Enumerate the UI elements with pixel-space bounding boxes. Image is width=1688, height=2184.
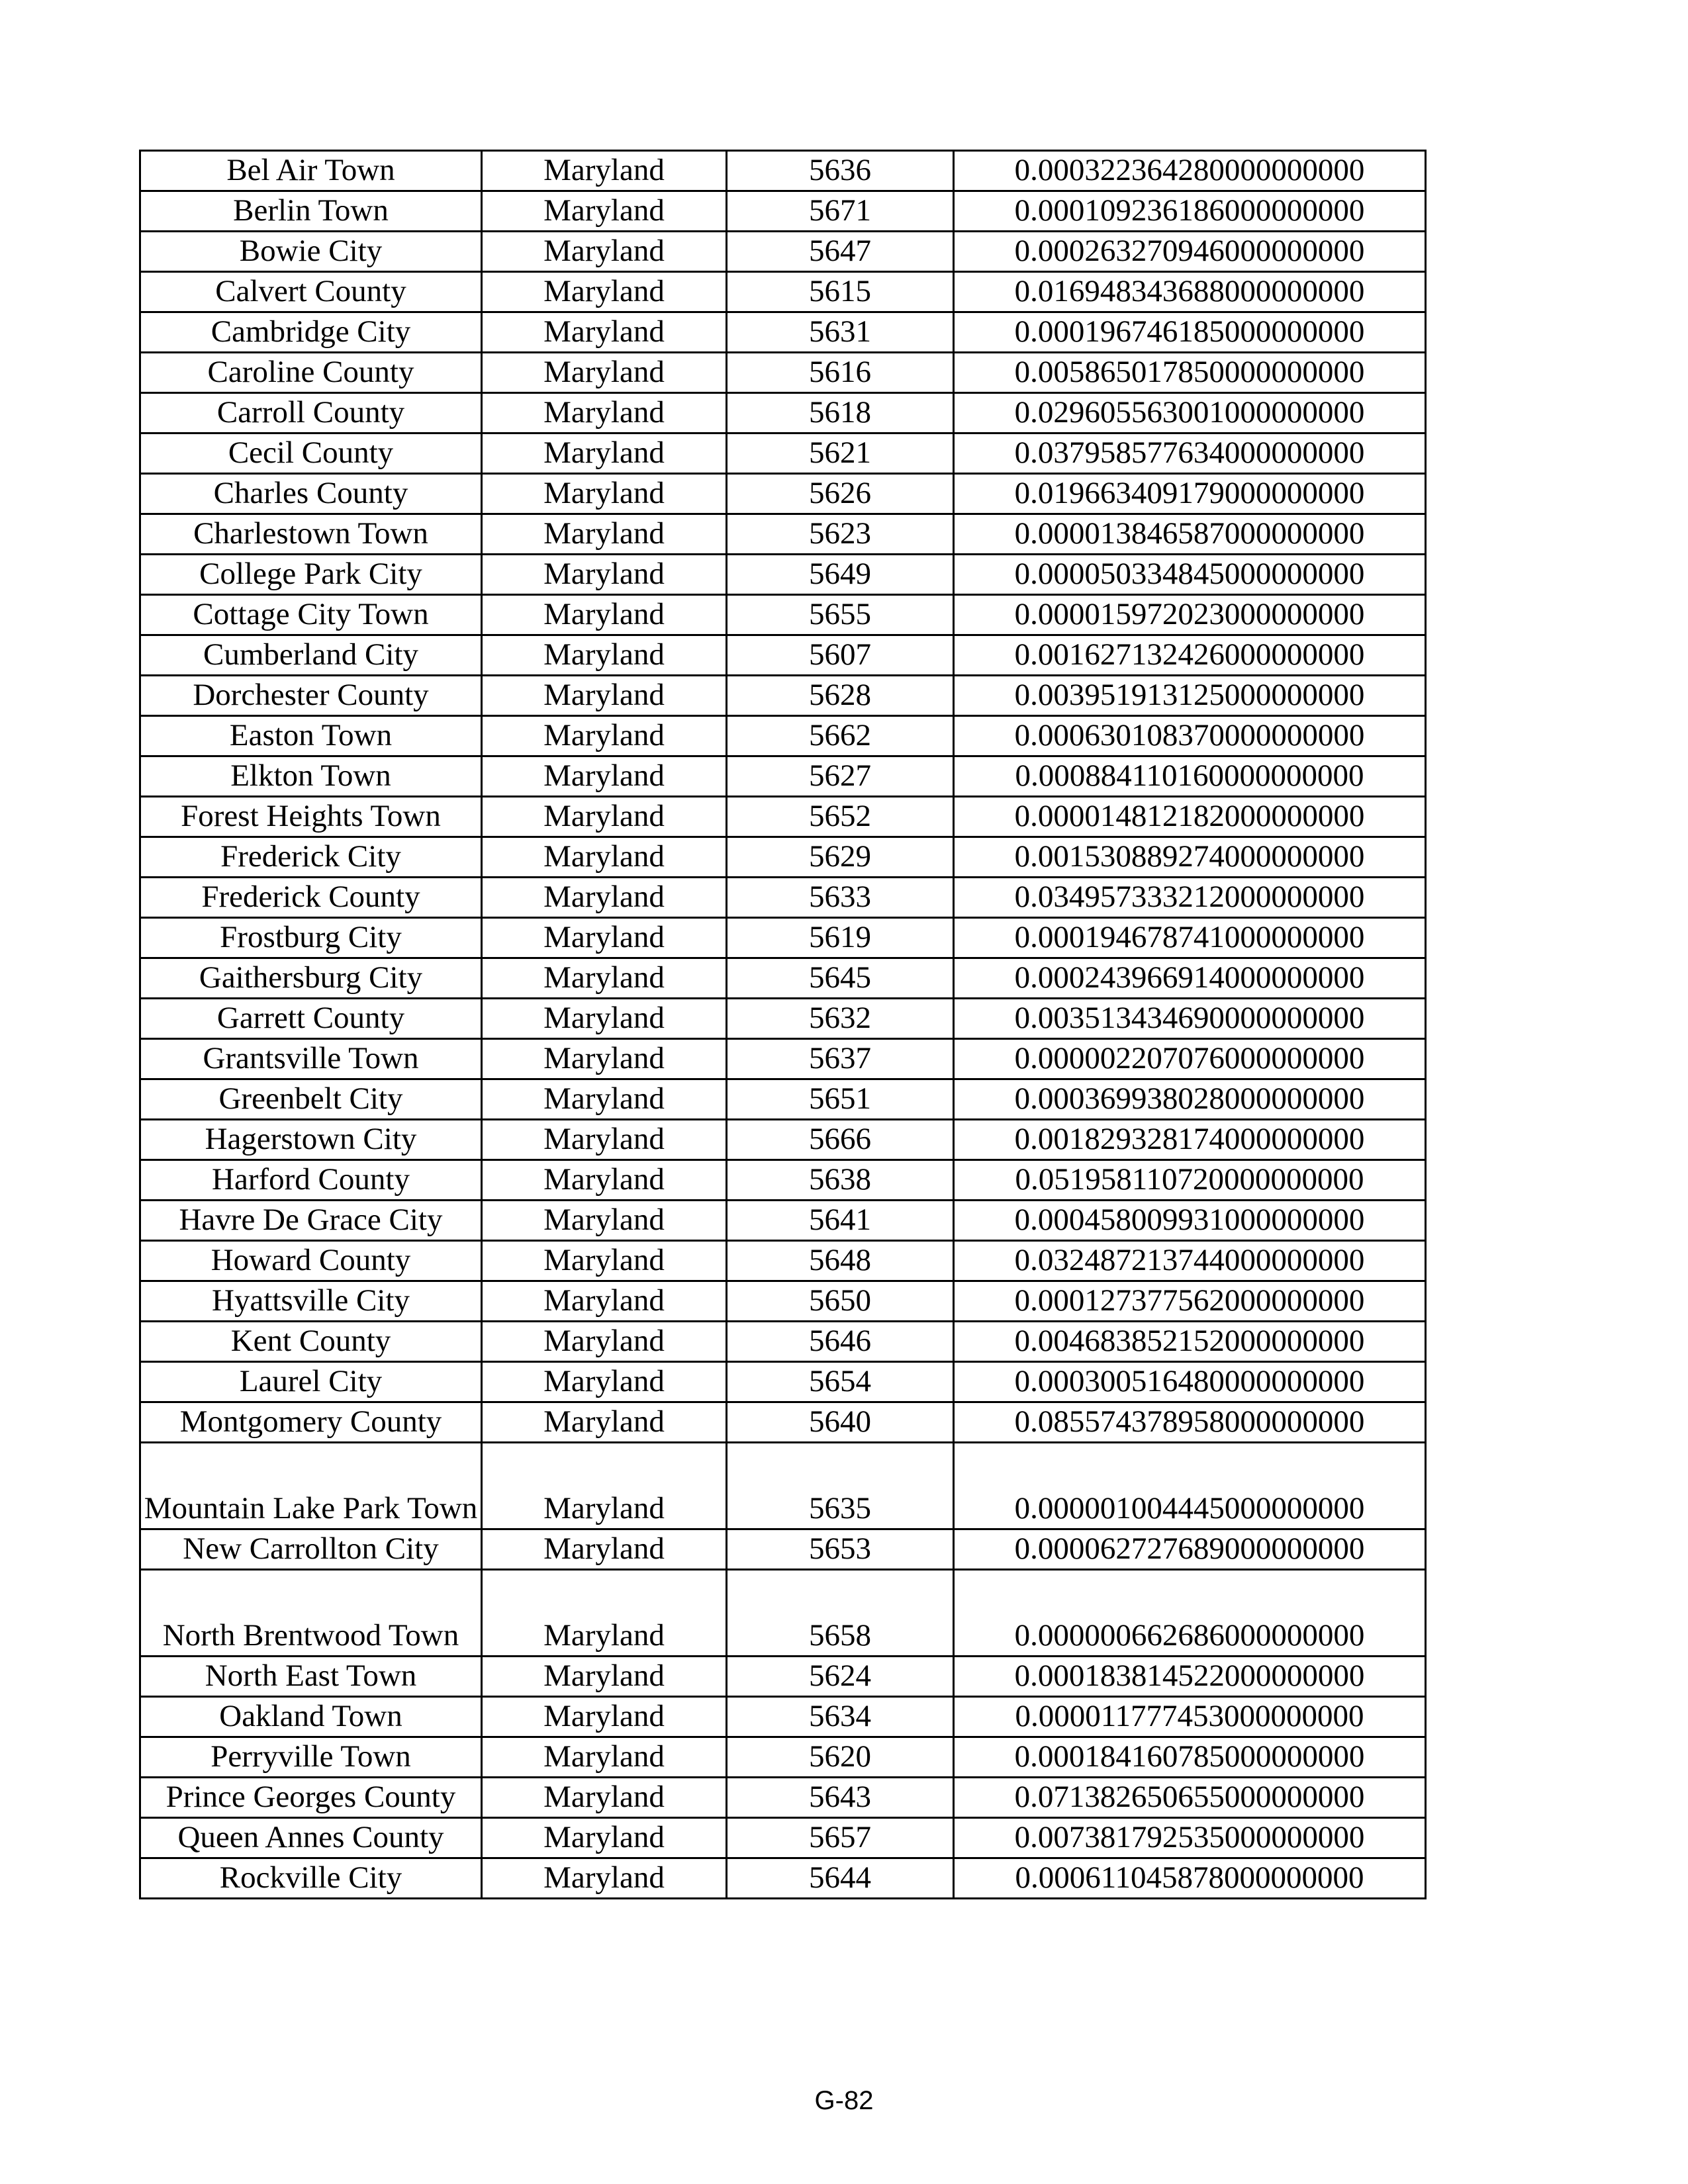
table-row (140, 433, 1426, 474)
value-cell: 0.001530889274000000000 (954, 837, 1426, 878)
value-cell: 0.000011777453000000000 (954, 1697, 1426, 1737)
code-cell: 5631 (727, 312, 954, 353)
code-cell: 5643 (727, 1778, 954, 1818)
name-cell: Bowie City (140, 232, 482, 272)
name-cell: Cecil County (140, 433, 482, 474)
name-cell: Kent County (140, 1322, 482, 1362)
code-cell: 5647 (727, 232, 954, 272)
name-cell: Dorchester County (140, 676, 482, 716)
value-cell: 0.007381792535000000000 (954, 1818, 1426, 1858)
name-cell: Mountain Lake Park Town (140, 1443, 482, 1529)
code-cell: 5633 (727, 878, 954, 918)
value-cell: 0.000013846587000000000 (954, 514, 1426, 555)
table-row (140, 797, 1426, 837)
name-cell: Frederick County (140, 878, 482, 918)
code-cell: 5640 (727, 1402, 954, 1443)
value-cell: 0.019663409179000000000 (954, 474, 1426, 514)
table-row (140, 918, 1426, 958)
state-cell: Maryland (482, 232, 727, 272)
table-row (140, 958, 1426, 999)
code-cell: 5620 (727, 1737, 954, 1778)
name-cell: Harford County (140, 1160, 482, 1201)
table-row (140, 474, 1426, 514)
table-row (140, 1039, 1426, 1079)
name-cell: Elkton Town (140, 756, 482, 797)
value-cell: 0.000196746185000000000 (954, 312, 1426, 353)
code-cell: 5648 (727, 1241, 954, 1281)
value-cell: 0.000243966914000000000 (954, 958, 1426, 999)
value-cell: 0.000458009931000000000 (954, 1201, 1426, 1241)
table-row (140, 393, 1426, 433)
table-row (140, 676, 1426, 716)
value-cell: 0.003951913125000000000 (954, 676, 1426, 716)
code-cell: 5621 (727, 433, 954, 474)
name-cell: Frostburg City (140, 918, 482, 958)
table-row (140, 555, 1426, 595)
state-cell: Maryland (482, 1039, 727, 1079)
value-cell: 0.000015972023000000000 (954, 595, 1426, 635)
table-row (140, 1657, 1426, 1697)
value-cell: 0.000369938028000000000 (954, 1079, 1426, 1120)
table-row (140, 1778, 1426, 1818)
state-cell: Maryland (482, 676, 727, 716)
state-cell: Maryland (482, 1818, 727, 1858)
code-cell: 5641 (727, 1201, 954, 1241)
value-cell: 0.000109236186000000000 (954, 191, 1426, 232)
table-row (140, 312, 1426, 353)
code-cell: 5615 (727, 272, 954, 312)
table-row (140, 756, 1426, 797)
name-cell: Berlin Town (140, 191, 482, 232)
state-cell: Maryland (482, 1241, 727, 1281)
value-cell: 0.000014812182000000000 (954, 797, 1426, 837)
value-cell: 0.071382650655000000000 (954, 1778, 1426, 1818)
state-cell: Maryland (482, 837, 727, 878)
table-row (140, 595, 1426, 635)
table-row (140, 837, 1426, 878)
name-cell: Charles County (140, 474, 482, 514)
table-row (140, 1079, 1426, 1120)
code-cell: 5607 (727, 635, 954, 676)
state-cell: Maryland (482, 1281, 727, 1322)
table-row (140, 1529, 1426, 1570)
value-cell: 0.000050334845000000000 (954, 555, 1426, 595)
state-cell: Maryland (482, 918, 727, 958)
code-cell: 5666 (727, 1120, 954, 1160)
table-row (140, 1402, 1426, 1443)
table-row (140, 514, 1426, 555)
name-cell: Howard County (140, 1241, 482, 1281)
name-cell: Cumberland City (140, 635, 482, 676)
value-cell: 0.085574378958000000000 (954, 1402, 1426, 1443)
table-row (140, 1858, 1426, 1899)
name-cell: Cottage City Town (140, 595, 482, 635)
table-row (140, 1201, 1426, 1241)
state-cell: Maryland (482, 635, 727, 676)
state-cell: Maryland (482, 595, 727, 635)
value-cell: 0.001627132426000000000 (954, 635, 1426, 676)
code-cell: 5658 (727, 1570, 954, 1657)
page-number: G-82 (814, 2086, 874, 2115)
table-row (140, 1818, 1426, 1858)
table-row (140, 1160, 1426, 1201)
table-row (140, 232, 1426, 272)
table-row (140, 1241, 1426, 1281)
table-row (140, 1443, 1426, 1529)
table-row (140, 191, 1426, 232)
state-cell: Maryland (482, 1778, 727, 1818)
table-row (140, 716, 1426, 756)
table-row (140, 1362, 1426, 1402)
table-row (140, 353, 1426, 393)
name-cell: Bel Air Town (140, 151, 482, 191)
name-cell: Gaithersburg City (140, 958, 482, 999)
name-cell: Laurel City (140, 1362, 482, 1402)
code-cell: 5637 (727, 1039, 954, 1079)
state-cell: Maryland (482, 1737, 727, 1778)
state-cell: Maryland (482, 797, 727, 837)
allocation-table (139, 150, 1427, 1899)
code-cell: 5644 (727, 1858, 954, 1899)
value-cell: 0.051958110720000000000 (954, 1160, 1426, 1201)
value-cell: 0.032487213744000000000 (954, 1241, 1426, 1281)
value-cell: 0.029605563001000000000 (954, 393, 1426, 433)
code-cell: 5628 (727, 676, 954, 716)
state-cell: Maryland (482, 393, 727, 433)
code-cell: 5629 (727, 837, 954, 878)
name-cell: Grantsville Town (140, 1039, 482, 1079)
state-cell: Maryland (482, 999, 727, 1039)
name-cell: North East Town (140, 1657, 482, 1697)
name-cell: Havre De Grace City (140, 1201, 482, 1241)
value-cell: 0.000062727689000000000 (954, 1529, 1426, 1570)
table-row (140, 999, 1426, 1039)
value-cell: 0.000183814522000000000 (954, 1657, 1426, 1697)
table-row (140, 1737, 1426, 1778)
value-cell: 0.000002207076000000000 (954, 1039, 1426, 1079)
table-row (140, 1570, 1426, 1657)
code-cell: 5616 (727, 353, 954, 393)
code-cell: 5654 (727, 1362, 954, 1402)
name-cell: Carroll County (140, 393, 482, 433)
code-cell: 5626 (727, 474, 954, 514)
name-cell: Caroline County (140, 353, 482, 393)
state-cell: Maryland (482, 878, 727, 918)
value-cell: 0.000127377562000000000 (954, 1281, 1426, 1322)
code-cell: 5650 (727, 1281, 954, 1322)
name-cell: College Park City (140, 555, 482, 595)
state-cell: Maryland (482, 1858, 727, 1899)
code-cell: 5624 (727, 1657, 954, 1697)
code-cell: 5636 (727, 151, 954, 191)
state-cell: Maryland (482, 474, 727, 514)
state-cell: Maryland (482, 1657, 727, 1697)
code-cell: 5657 (727, 1818, 954, 1858)
code-cell: 5632 (727, 999, 954, 1039)
state-cell: Maryland (482, 1697, 727, 1737)
table-row (140, 1281, 1426, 1322)
name-cell: Greenbelt City (140, 1079, 482, 1120)
value-cell: 0.001829328174000000000 (954, 1120, 1426, 1160)
state-cell: Maryland (482, 272, 727, 312)
name-cell: Queen Annes County (140, 1818, 482, 1858)
state-cell: Maryland (482, 1201, 727, 1241)
table-row (140, 1697, 1426, 1737)
value-cell: 0.000001004445000000000 (954, 1443, 1426, 1529)
state-cell: Maryland (482, 555, 727, 595)
name-cell: Charlestown Town (140, 514, 482, 555)
value-cell: 0.016948343688000000000 (954, 272, 1426, 312)
code-cell: 5649 (727, 555, 954, 595)
state-cell: Maryland (482, 958, 727, 999)
name-cell: Oakland Town (140, 1697, 482, 1737)
name-cell: Garrett County (140, 999, 482, 1039)
state-cell: Maryland (482, 716, 727, 756)
name-cell: Frederick City (140, 837, 482, 878)
code-cell: 5652 (727, 797, 954, 837)
name-cell: North Brentwood Town (140, 1570, 482, 1657)
name-cell: Rockville City (140, 1858, 482, 1899)
name-cell: Easton Town (140, 716, 482, 756)
state-cell: Maryland (482, 756, 727, 797)
name-cell: New Carrollton City (140, 1529, 482, 1570)
code-cell: 5635 (727, 1443, 954, 1529)
value-cell: 0.005865017850000000000 (954, 353, 1426, 393)
value-cell: 0.003513434690000000000 (954, 999, 1426, 1039)
table-row (140, 151, 1426, 191)
name-cell: Hagerstown City (140, 1120, 482, 1160)
value-cell: 0.000263270946000000000 (954, 232, 1426, 272)
state-cell: Maryland (482, 1443, 727, 1529)
table-row (140, 878, 1426, 918)
value-cell: 0.000300516480000000000 (954, 1362, 1426, 1402)
value-cell: 0.000322364280000000000 (954, 151, 1426, 191)
table-row (140, 635, 1426, 676)
code-cell: 5671 (727, 191, 954, 232)
table-row (140, 272, 1426, 312)
state-cell: Maryland (482, 1120, 727, 1160)
code-cell: 5646 (727, 1322, 954, 1362)
code-cell: 5655 (727, 595, 954, 635)
table-row (140, 1120, 1426, 1160)
code-cell: 5651 (727, 1079, 954, 1120)
name-cell: Perryville Town (140, 1737, 482, 1778)
state-cell: Maryland (482, 353, 727, 393)
value-cell: 0.000611045878000000000 (954, 1858, 1426, 1899)
name-cell: Forest Heights Town (140, 797, 482, 837)
code-cell: 5623 (727, 514, 954, 555)
name-cell: Prince Georges County (140, 1778, 482, 1818)
value-cell: 0.000630108370000000000 (954, 716, 1426, 756)
state-cell: Maryland (482, 1322, 727, 1362)
state-cell: Maryland (482, 191, 727, 232)
table-row (140, 1322, 1426, 1362)
code-cell: 5653 (727, 1529, 954, 1570)
code-cell: 5638 (727, 1160, 954, 1201)
state-cell: Maryland (482, 1570, 727, 1657)
value-cell: 0.037958577634000000000 (954, 433, 1426, 474)
state-cell: Maryland (482, 1362, 727, 1402)
name-cell: Cambridge City (140, 312, 482, 353)
name-cell: Montgomery County (140, 1402, 482, 1443)
state-cell: Maryland (482, 1529, 727, 1570)
value-cell: 0.000000662686000000000 (954, 1570, 1426, 1657)
value-cell: 0.000884110160000000000 (954, 756, 1426, 797)
name-cell: Calvert County (140, 272, 482, 312)
value-cell: 0.000194678741000000000 (954, 918, 1426, 958)
state-cell: Maryland (482, 151, 727, 191)
value-cell: 0.000184160785000000000 (954, 1737, 1426, 1778)
state-cell: Maryland (482, 1402, 727, 1443)
state-cell: Maryland (482, 514, 727, 555)
value-cell: 0.034957333212000000000 (954, 878, 1426, 918)
table-body (140, 151, 1426, 1899)
state-cell: Maryland (482, 312, 727, 353)
value-cell: 0.004683852152000000000 (954, 1322, 1426, 1362)
state-cell: Maryland (482, 1160, 727, 1201)
code-cell: 5634 (727, 1697, 954, 1737)
name-cell: Hyattsville City (140, 1281, 482, 1322)
code-cell: 5619 (727, 918, 954, 958)
code-cell: 5618 (727, 393, 954, 433)
code-cell: 5627 (727, 756, 954, 797)
state-cell: Maryland (482, 433, 727, 474)
state-cell: Maryland (482, 1079, 727, 1120)
code-cell: 5662 (727, 716, 954, 756)
code-cell: 5645 (727, 958, 954, 999)
